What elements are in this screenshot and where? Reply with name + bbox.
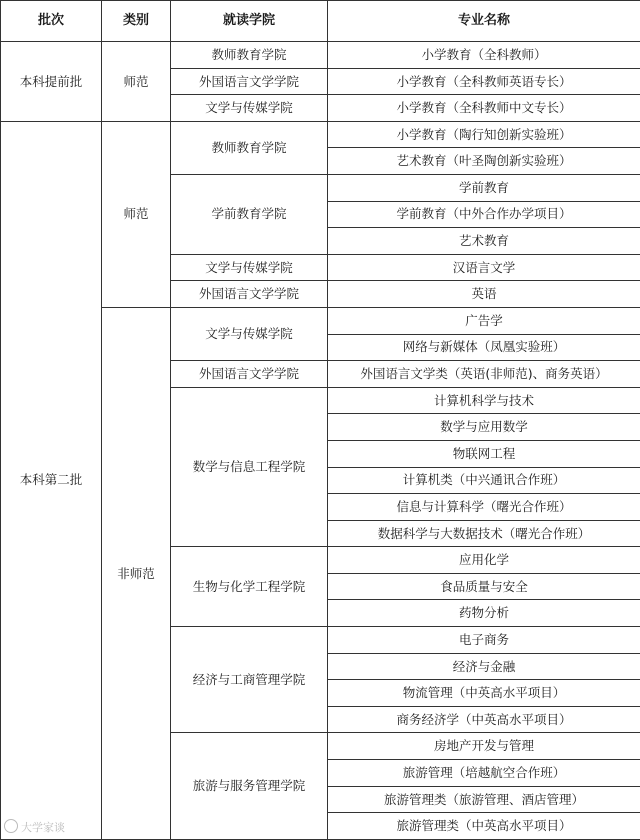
major-cell: 药物分析: [328, 600, 640, 627]
major-cell: 学前教育（中外合作办学项目）: [328, 201, 640, 228]
header-college: 就读学院: [171, 1, 328, 42]
major-cell: 英语: [328, 281, 640, 308]
major-cell: 外国语言文学类（英语(非师范)、商务英语）: [328, 361, 640, 388]
watermark: [4, 819, 65, 835]
watermark-text: 大学家谈: [21, 821, 65, 834]
batch-cell: 本科第二批: [1, 121, 102, 839]
major-cell: 计算机类（中兴通讯合作班）: [328, 467, 640, 494]
college-cell: 外国语言文学学院: [171, 68, 328, 95]
weibo-logo-icon: [4, 819, 18, 833]
college-cell: 文学与传媒学院: [171, 307, 328, 360]
major-cell: 小学教育（全科教师英语专长）: [328, 68, 640, 95]
college-cell: 经济与工商管理学院: [171, 627, 328, 733]
table-header-row: [1, 1, 640, 42]
major-cell: 应用化学: [328, 547, 640, 574]
batch-cell: 本科提前批: [1, 42, 102, 122]
major-cell: 艺术教育（叶圣陶创新实验班）: [328, 148, 640, 175]
college-cell: 外国语言文学学院: [171, 361, 328, 388]
college-cell: 学前教育学院: [171, 174, 328, 254]
major-cell: 旅游管理（培越航空合作班）: [328, 760, 640, 787]
major-cell: 汉语言文学: [328, 254, 640, 281]
major-cell: 房地产开发与管理: [328, 733, 640, 760]
college-cell: 文学与传媒学院: [171, 95, 328, 122]
table-row: [1, 121, 640, 148]
major-cell: 小学教育（全科教师中文专长）: [328, 95, 640, 122]
header-batch: 批次: [1, 1, 102, 42]
major-cell: 信息与计算科学（曙光合作班）: [328, 494, 640, 521]
category-cell: 师范: [102, 121, 171, 307]
table-row: [1, 42, 640, 69]
major-cell: 旅游管理类（中英高水平项目）: [328, 813, 640, 840]
college-cell: 数学与信息工程学院: [171, 387, 328, 547]
major-cell: 艺术教育: [328, 228, 640, 255]
major-cell: 食品质量与安全: [328, 573, 640, 600]
college-cell: 旅游与服务管理学院: [171, 733, 328, 839]
major-cell: 商务经济学（中英高水平项目）: [328, 706, 640, 733]
major-cell: 学前教育: [328, 174, 640, 201]
major-cell: 数学与应用数学: [328, 414, 640, 441]
major-cell: 计算机科学与技术: [328, 387, 640, 414]
college-cell: 教师教育学院: [171, 42, 328, 69]
major-cell: 小学教育（全科教师）: [328, 42, 640, 69]
college-cell: 教师教育学院: [171, 121, 328, 174]
category-cell: 师范: [102, 42, 171, 122]
major-cell: 物流管理（中英高水平项目）: [328, 680, 640, 707]
major-cell: 物联网工程: [328, 440, 640, 467]
major-cell: 广告学: [328, 307, 640, 334]
college-cell: 生物与化学工程学院: [171, 547, 328, 627]
header-major: 专业名称: [328, 1, 640, 42]
college-cell: 外国语言文学学院: [171, 281, 328, 308]
college-cell: 文学与传媒学院: [171, 254, 328, 281]
category-cell: 非师范: [102, 307, 171, 839]
major-cell: 小学教育（陶行知创新实验班）: [328, 121, 640, 148]
major-cell: 数据科学与大数据技术（曙光合作班）: [328, 520, 640, 547]
header-category: 类别: [102, 1, 171, 42]
major-cell: 电子商务: [328, 627, 640, 654]
major-cell: 网络与新媒体（凤凰实验班）: [328, 334, 640, 361]
major-cell: 经济与金融: [328, 653, 640, 680]
major-cell: 旅游管理类（旅游管理、酒店管理）: [328, 786, 640, 813]
